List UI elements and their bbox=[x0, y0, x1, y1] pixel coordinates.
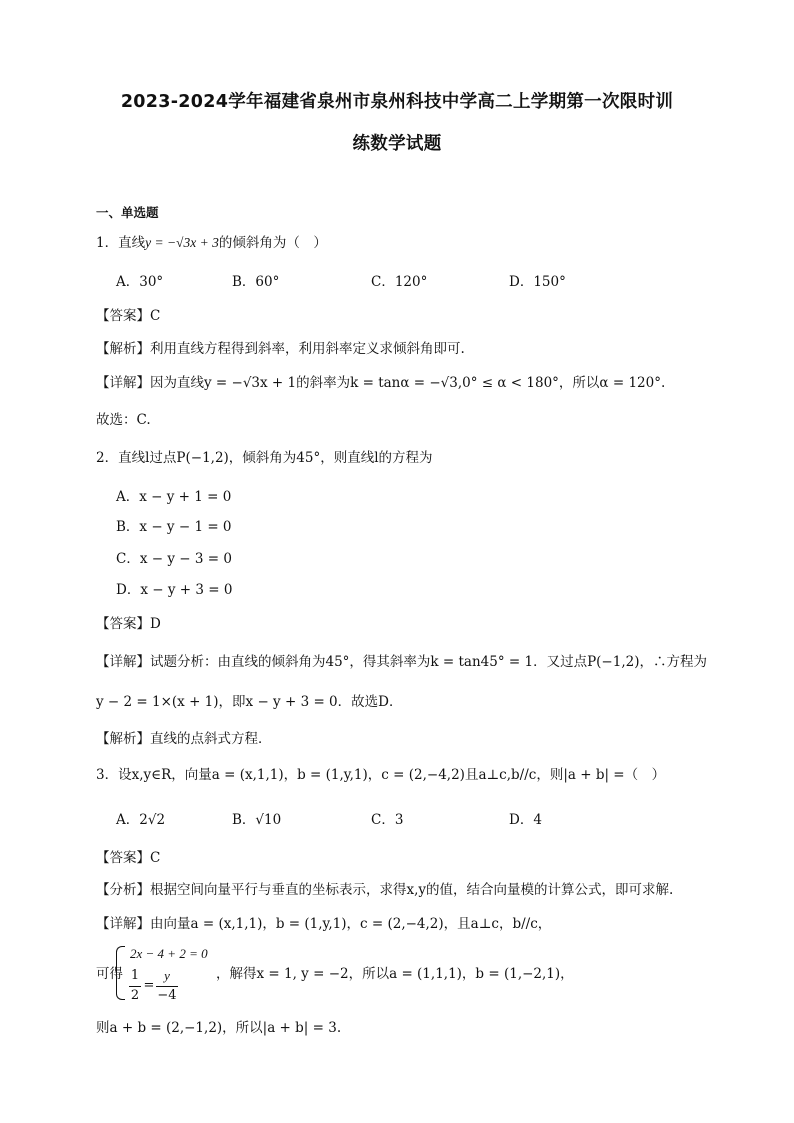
q1-option-a: A．30° bbox=[116, 274, 164, 290]
q3-detail-tag: 【详解】 bbox=[96, 916, 150, 932]
q2-answer bbox=[96, 614, 161, 634]
q3-analysis-text: 根据空间向量平行与垂直的坐标表示，求得x,y的值，结合向量模的计算公式，即可求解. bbox=[150, 882, 674, 898]
q3-fraction-2-bar bbox=[156, 986, 178, 987]
document-title-line-2: 练数学试题 bbox=[352, 134, 442, 154]
q3-answer-value: C bbox=[150, 850, 161, 866]
equation-system-brace bbox=[116, 946, 125, 1000]
q3-fraction-equals: = bbox=[143, 978, 155, 993]
section-heading: 一、单选题 bbox=[96, 205, 159, 220]
q3-answer-tag: 【答案】 bbox=[96, 850, 150, 866]
q3-system-prefix: 可得 bbox=[96, 966, 123, 982]
q3-detail-line-3: 则a + b = (2,−1,2)，所以|a + b| = 3. bbox=[96, 1020, 342, 1036]
q3-answer bbox=[96, 848, 160, 868]
q1-option-c: C．120° bbox=[371, 274, 428, 290]
q1-option-d: D．150° bbox=[509, 274, 566, 290]
q1-detail-text: 因为直线y = −√3x + 1的斜率为k = tanα = −√3,0° ≤ α < 180°，所以α = 120°. bbox=[150, 375, 666, 391]
q2-stem: 2．直线l过点P(−1,2)，倾斜角为45°，则直线l的方程为 bbox=[96, 450, 433, 466]
q1-answer bbox=[96, 306, 160, 326]
q1-stem-prefix: 1．直线 bbox=[96, 235, 146, 251]
q3-fraction-2-numerator: y bbox=[164, 968, 170, 983]
q1-analysis-tag: 【解析】 bbox=[96, 341, 150, 357]
q3-stem: 3．设x,y∈R，向量a = (x,1,1)，b = (1,y,1)，c = (2,−4,2)且a⊥c,b//c，则|a + b| =（ ） bbox=[96, 767, 666, 783]
q2-option-a: A．x − y + 1 = 0 bbox=[116, 489, 232, 505]
q2-option-c: C．x − y − 3 = 0 bbox=[116, 551, 232, 567]
q3-fraction-1-numerator: 1 bbox=[130, 968, 140, 983]
q2-detail-line-2: y − 2 = 1×(x + 1)，即x − y + 3 = 0．故选D． bbox=[96, 694, 403, 710]
q1-analysis-text: 利用直线方程得到斜率，利用斜率定义求倾斜角即可. bbox=[150, 341, 465, 357]
q3-option-a: A．2√2 bbox=[116, 812, 166, 828]
q2-detail-text-1: 试题分析：由直线的倾斜角为45°，得其斜率为k = tan45° = 1．又过点P(−1,2)，∴方程为 bbox=[150, 654, 707, 670]
q1-conclusion: 故选：C. bbox=[96, 412, 151, 428]
q2-answer-value: D bbox=[150, 616, 161, 632]
q1-stem-suffix: 的倾斜角为（ ） bbox=[218, 235, 327, 251]
document-title-line-1: 2023-2024学年福建省泉州市泉州科技中学高二上学期第一次限时训 bbox=[120, 92, 674, 112]
q2-detail-tag: 【详解】 bbox=[96, 654, 150, 670]
q2-answer-tag: 【答案】 bbox=[96, 616, 150, 632]
q1-detail bbox=[96, 373, 665, 393]
q2-detail-line-1 bbox=[96, 652, 707, 672]
q3-detail-text-1: 由向量a = (x,1,1)，b = (1,y,1)，c = (2,−4,2)，且a⊥c，b//c， bbox=[150, 916, 552, 932]
q1-stem bbox=[96, 233, 327, 253]
q2-option-d: D．x − y + 3 = 0 bbox=[116, 582, 233, 598]
q1-stem-equation: y = −√3x + 3 bbox=[145, 235, 219, 250]
q1-option-b: B．60° bbox=[232, 274, 280, 290]
q1-answer-tag: 【答案】 bbox=[96, 308, 150, 324]
q2-analysis-text: 直线的点斜式方程． bbox=[150, 731, 272, 747]
q3-option-d: D．4 bbox=[509, 812, 542, 828]
q2-option-b: B．x − y − 1 = 0 bbox=[116, 519, 232, 535]
q1-detail-tag: 【详解】 bbox=[96, 375, 150, 391]
q1-answer-value: C bbox=[150, 308, 161, 324]
q3-analysis bbox=[96, 880, 673, 900]
q3-analysis-tag: 【分析】 bbox=[96, 882, 150, 898]
q3-option-c: C．3 bbox=[371, 812, 404, 828]
q2-analysis-tag: 【解析】 bbox=[96, 731, 150, 747]
q3-option-b: B．√10 bbox=[232, 812, 282, 828]
q3-fraction-2-denominator: −4 bbox=[157, 988, 177, 1003]
q3-fraction-1-denominator: 2 bbox=[130, 988, 140, 1003]
q3-detail-line-2: ，解得x = 1, y = −2，所以a = (1,1,1)，b = (1,−2,1)， bbox=[216, 966, 574, 982]
q2-analysis bbox=[96, 729, 272, 749]
q3-fraction-1-bar bbox=[129, 986, 141, 987]
q3-detail-line-1 bbox=[96, 914, 551, 934]
q3-system-equation-1: 2x − 4 + 2 = 0 bbox=[130, 946, 208, 961]
q1-analysis bbox=[96, 339, 465, 359]
